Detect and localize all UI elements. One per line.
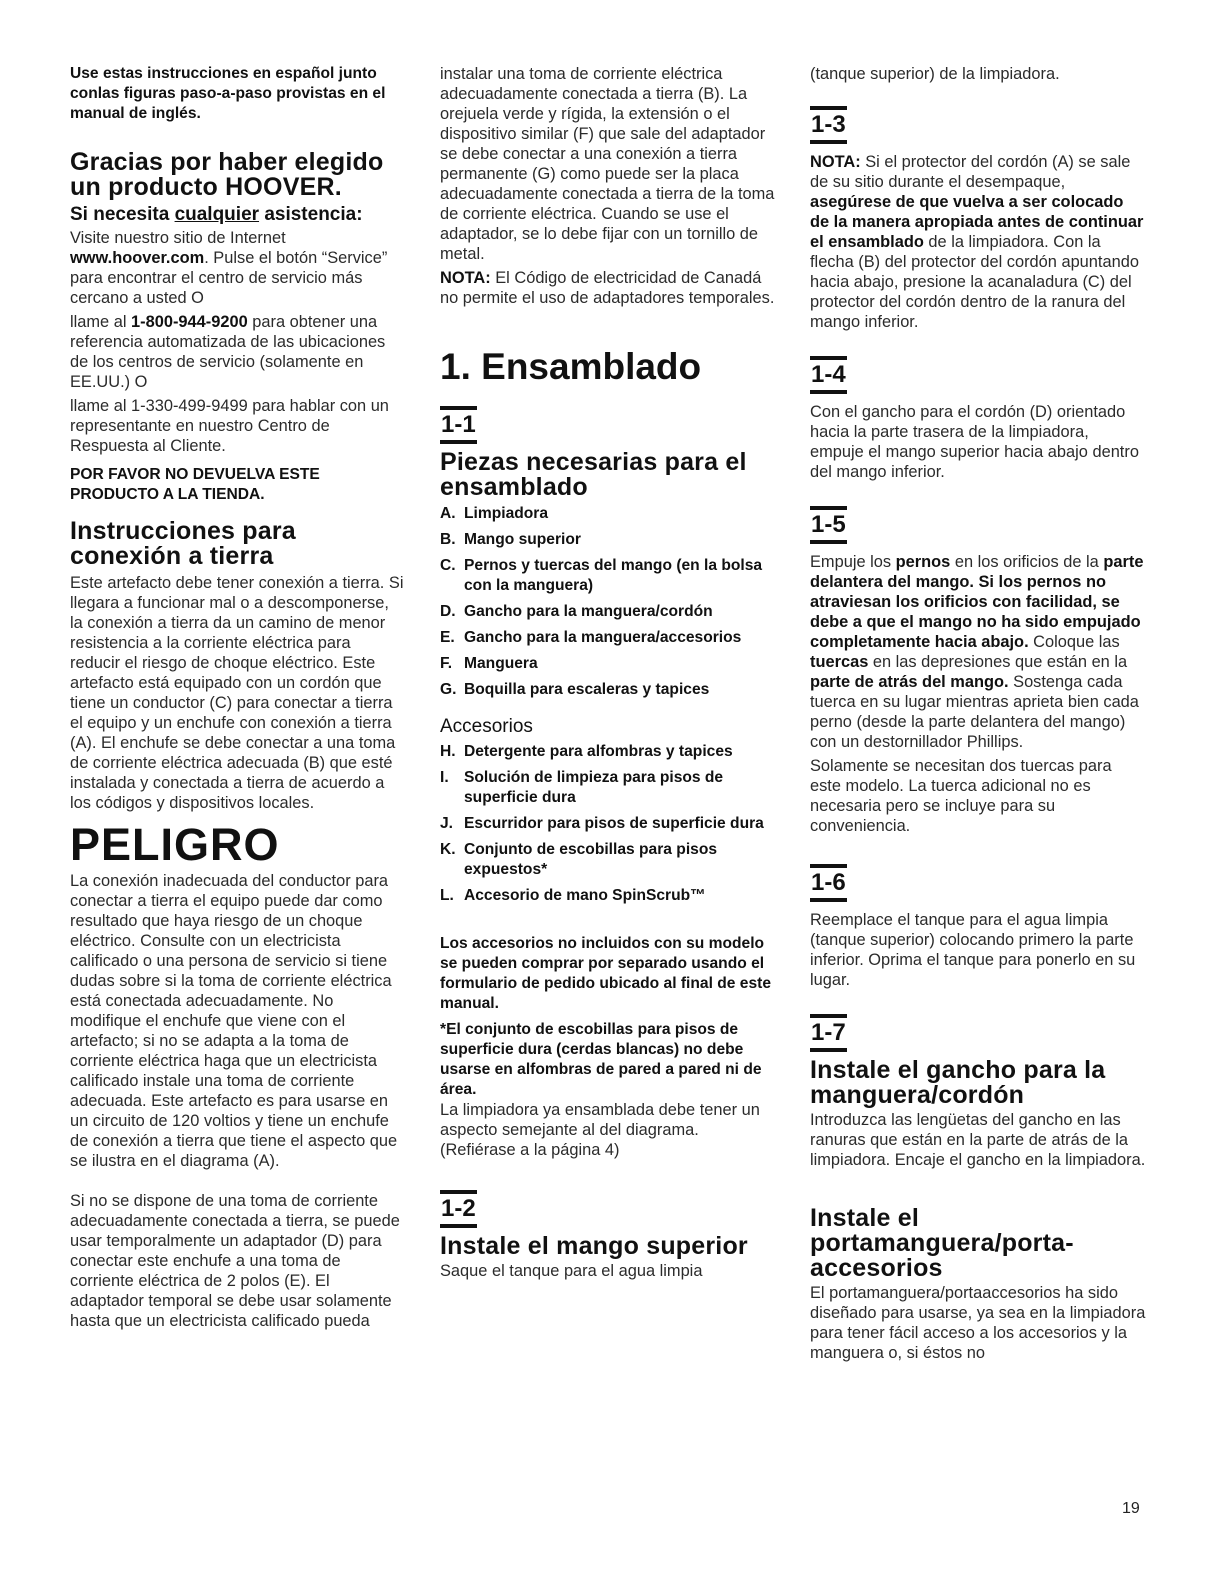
canada-note: NOTA: El Código de electricidad de Canadá no permite el uso de adaptadores temporales. (440, 269, 775, 307)
step-1-2-heading: Instale el mango superior (440, 1232, 748, 1260)
website-link: www.hoover.com (70, 249, 205, 267)
adapter-text: Si no se dispone de una toma de corriente adecuadamente conectada a tierra, se puede usar temporalmente un adaptador (D) para conectar este enchufe a una toma de corriente eléctrica de 2 polos (E). El adaptador temporal se debe usar solamente hasta que un electricista calificado pueda (70, 1192, 400, 1330)
list-item: E. Gancho para la manguera/accesorios (440, 629, 742, 646)
assembly-section-title: 1. Ensamblado (440, 346, 702, 387)
no-return-notice: POR FAVOR NO DEVUELVA ESTE PRODUCTO A LA TIENDA. (70, 466, 320, 503)
ground-heading: Instrucciones para conexión a tierra (70, 517, 296, 570)
step-1-3-label: 1-3 (810, 106, 847, 144)
list-item: D. Gancho para la manguera/cordón (440, 603, 713, 620)
step-1-5-label: 1-5 (810, 506, 847, 544)
parts-list (440, 504, 778, 700)
brush-warning-note: *El conjunto de escobillas para pisos de superficie dura (cerdas blancas) no debe usarse en alfombras de pared a pared ni de área. (440, 1021, 762, 1098)
page-number: 19 (1122, 1500, 1140, 1517)
step-1-4-label: 1-4 (810, 356, 847, 394)
assistance-heading: Si necesita cualquier asistencia: (70, 204, 363, 225)
danger-heading: PELIGRO (70, 819, 280, 870)
list-item: G. Boquilla para escaleras y tapices (440, 681, 710, 698)
list-item: C. Pernos y tuercas del mango (en la bolsa con la manguera) (440, 557, 763, 594)
adapter-continued-text: instalar una toma de corriente eléctrica adecuadamente conectada a tierra (B). La orejuela verde y rígida, la extensión o el dispositivo similar (F) que sale del adaptador se debe conectar a una conexión a tierra permanente (G) como puede ser la placa adecuadamente conectada a tierra de la toma de corriente eléctrica. Cuando se use el adaptador, se lo debe fijar con un tornillo de metal. (440, 65, 775, 263)
holder-heading: Instale el portamanguera/porta-accesorios (810, 1204, 1074, 1282)
list-item: B. Mango superior (440, 531, 581, 548)
column-1 (70, 64, 404, 1331)
assembled-appearance-text: La limpiadora ya ensamblada debe tener un aspecto semejante al del diagrama. (Refiérase a la página 4) (440, 1101, 760, 1159)
accessories-heading: Accesorios (440, 716, 533, 737)
step-1-1-label: 1-1 (440, 406, 477, 444)
column-3 (810, 64, 1146, 1363)
accessories-purchase-note: Los accesorios no incluidos con su modelo se pueden comprar por separado usando el formulario de pedido ubicado al final de este manual. (440, 935, 771, 1012)
visit-website-text: Visite nuestro sitio de Internet www.hoover.com. Pulse el botón “Service” para encontrar el centro de servicio más cercano a usted O (70, 229, 388, 307)
list-item: I. Solución de limpieza para pisos de superficie dura (440, 769, 724, 806)
step-1-2-label: 1-2 (440, 1190, 477, 1228)
list-item: H. Detergente para alfombras y tapices (440, 743, 733, 760)
step-1-2-continued-text: (tanque superior) de la limpiadora. (810, 65, 1060, 83)
step-1-6-label: 1-6 (810, 864, 847, 902)
step-1-5-extra-text: Solamente se necesitan dos tuercas para este modelo. La tuerca adicional no es necesaria pero se incluye para su conveniencia. (810, 757, 1112, 835)
list-item: F. Manguera (440, 655, 538, 672)
list-item: K. Conjunto de escobillas para pisos expuestos* (440, 841, 718, 878)
step-1-4-text: Con el gancho para el cordón (D) orientado hacia la parte trasera de la limpiadora, empuje el mango superior hacia abajo dentro del mango inferior. (810, 403, 1139, 481)
step-1-7-label: 1-7 (810, 1014, 847, 1052)
step-1-7-heading: Instale el gancho para la manguera/cordón (810, 1056, 1106, 1109)
danger-text: La conexión inadecuada del conductor para conectar a tierra el equipo puede dar como resultado que haya riesgo de un choque eléctrico. Consulte con un electricista calificado o una persona de servicio si tiene dudas sobre si la toma de corriente eléctrica está conectada adecuadamente. No modifique el enchufe que viene con el artefacto; si no se adapta a la toma de corriente eléctrica haga que un electricista calificado instale una toma de corriente adecuada. Este artefacto es para usarse en un circuito de 120 voltios y tiene un enchufe de conexión a tierra que tiene el aspecto que se ilustra en el diagrama (A). (70, 872, 398, 1170)
accessories-list (440, 742, 778, 906)
service-phone: 1-800-944-9200 (131, 313, 248, 331)
column-2 (440, 64, 778, 1281)
list-item: L. Accesorio de mano SpinScrub™ (440, 887, 706, 904)
call-service-text: llame al 1-800-944-9200 para obtener una referencia automatizada de las ubicaciones de los centros de servicio (solamente en EE.UU.) O (70, 313, 386, 391)
step-1-7-text: Introduzca las lengüetas del gancho en las ranuras que están en la parte de atrás de la limpiadora. Encaje el gancho en la limpiadora. (810, 1111, 1146, 1169)
call-customer-text: llame al 1-330-499-9499 para hablar con un representante en nuestro Centro de Respuesta al Cliente. (70, 397, 389, 455)
ground-instructions: Este artefacto debe tener conexión a tierra. Si llegara a funcionar mal o a descomponerse, la conexión a tierra da un camino de menor resistencia a la corriente eléctrica para reducir el riesgo de choque eléctrico. Este artefacto está equipado con un cordón que tiene un conductor (C) para conectar a tierra el equipo y un enchufe con conexión a tierra (A). El enchufe se debe conectar a una toma de corriente eléctrica adecuada (B) que esté instalada y conectada a tierra de acuerdo a los códigos y dispositivos locales. (70, 574, 404, 812)
list-item: J. Escurridor para pisos de superficie dura (440, 815, 764, 832)
step-1-5-text: Empuje los pernos en los orificios de la parte delantera del mango. Si los pernos no atraviesan los orificios con facilidad, se debe a que el mango no ha sido empujado completamente hacia abajo. Coloque las tuercas en las depresiones que están en la parte de atrás del mango. Sostenga cada tuerca en su lugar mientras aprieta bien cada perno (desde la parte delantera del mango) con un destornillador Phillips. (810, 553, 1144, 751)
holder-text: El portamanguera/portaaccesorios ha sido diseñado para usarse, ya sea en la limpiadora para tener fácil acceso a los accesorios y la manguera o, si éstos no (810, 1284, 1146, 1362)
thanks-heading: Gracias por haber elegido un producto HOOVER. (70, 148, 384, 201)
list-item: A. Limpiadora (440, 505, 549, 522)
intro-text: Use estas instrucciones en español junto conlas figuras paso-a-paso provistas en el manual de inglés. (70, 65, 386, 122)
step-1-3-text: NOTA: Si el protector del cordón (A) se sale de su sitio durante el desempaque, asegúrese de que vuelva a ser colocado de la manera apropiada antes de continuar el ensamblado de la limpiadora. Con la flecha (B) del protector del cordón apuntando hacia abajo, presione la acanaladura (C) del protector del cordón dentro de la ranura del mango inferior. (810, 153, 1144, 331)
step-1-2-text: Saque el tanque para el agua limpia (440, 1262, 703, 1280)
step-1-6-text: Reemplace el tanque para el agua limpia (tanque superior) colocando primero la parte inferior. Oprima el tanque para ponerlo en su lugar. (810, 911, 1136, 989)
parts-heading: Piezas necesarias para el ensamblado (440, 448, 747, 501)
